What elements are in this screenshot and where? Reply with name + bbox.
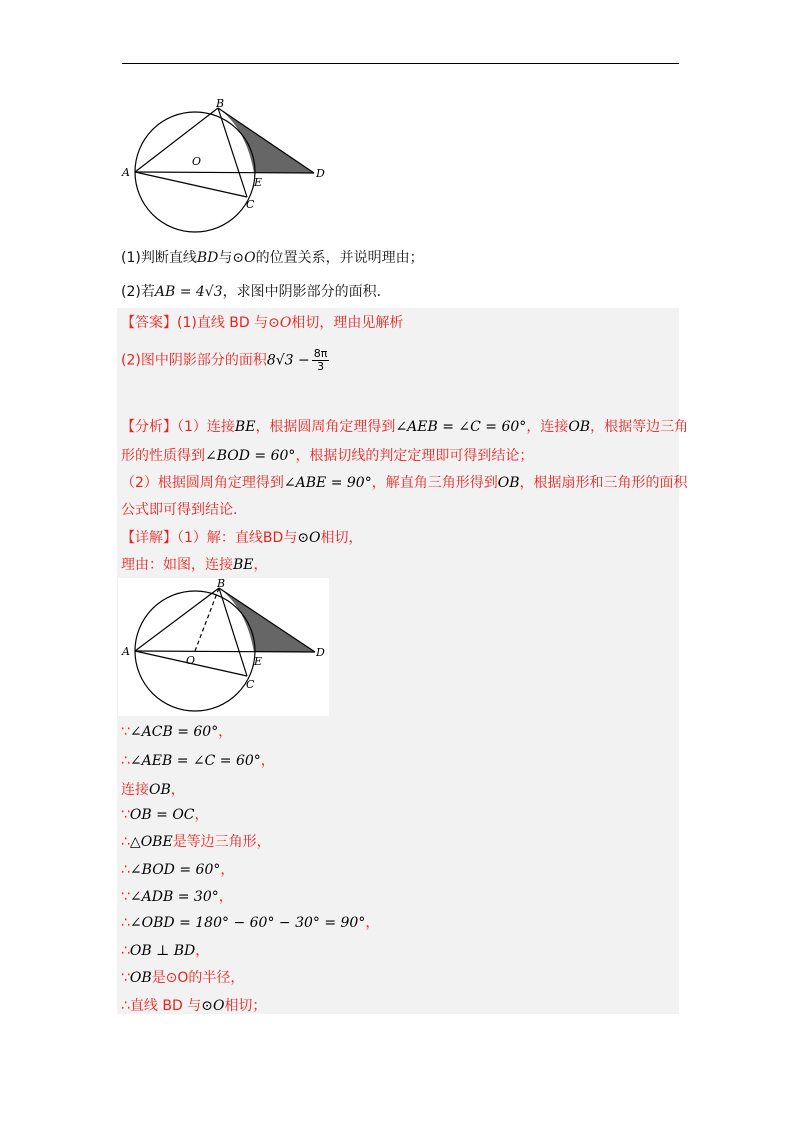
- label-O: O: [192, 155, 202, 168]
- step-4: ∵OB = OC，: [121, 807, 209, 823]
- label-O-2: O: [186, 654, 196, 667]
- label-C: C: [246, 198, 255, 211]
- question-2: (2)若AB = 4√3，求图中阴影部分的面积.: [121, 284, 382, 300]
- step-9: ∴OB ⊥ BD，: [121, 943, 210, 959]
- label-E: E: [254, 176, 263, 189]
- analysis-line-2: 形的性质得到∠BOD = 60°，根据切线的判定定理即可得到结论；: [121, 448, 534, 464]
- label-A-2: A: [122, 645, 130, 658]
- analysis-line-1: 【分析】（1）连接BE，根据圆周角定理得到∠AEB = ∠C = 60°，连接OB，根据等边三角: [121, 419, 689, 435]
- label-B: B: [216, 98, 225, 110]
- label-D: D: [316, 167, 325, 180]
- answer-1: 【答案】(1)直线 BD 与⊙O相切，理由见解析: [121, 315, 404, 331]
- step-2: ∴∠AEB = ∠C = 60°，: [121, 753, 275, 769]
- step-10: ∵OB是⊙O的半径，: [121, 970, 245, 986]
- step-11: ∴直线 BD 与⊙O相切；: [121, 998, 267, 1014]
- question-1: (1)判断直线BD与⊙O的位置关系，并说明理由；: [121, 250, 424, 266]
- step-7: ∵∠ADB = 30°，: [121, 889, 233, 905]
- label-B-2: B: [217, 578, 226, 590]
- label-A: A: [122, 166, 130, 179]
- figure-1: [118, 98, 333, 238]
- figure-2: [118, 578, 329, 716]
- header-rule: [122, 63, 679, 64]
- analysis-line-3: （2）根据圆周角定理得到∠ABE = 90°，解直角三角形得到OB，根据扇形和三角形的面积: [121, 475, 688, 491]
- step-3: 连接OB，: [121, 782, 185, 798]
- answer-2: (2)图中阴影部分的面积8√3 − $\frac{8\pi}{3}$: [121, 347, 328, 373]
- label-E-2: E: [254, 655, 263, 668]
- step-6: ∴∠BOD = 60°，: [121, 862, 235, 878]
- detail-line-1: 【详解】（1）解：直线BD与⊙O相切，: [121, 530, 363, 546]
- step-8: ∴∠OBD = 180° − 60° − 30° = 90°，: [121, 915, 380, 931]
- step-1: ∵∠ACB = 60°，: [121, 724, 233, 740]
- step-5: ∴△OBE是等边三角形，: [121, 834, 271, 850]
- detail-line-2: 理由：如图，连接BE，: [121, 557, 268, 573]
- label-D-2: D: [316, 646, 325, 659]
- label-C-2: C: [246, 678, 255, 691]
- analysis-line-4: 公式即可得到结论.: [121, 502, 238, 518]
